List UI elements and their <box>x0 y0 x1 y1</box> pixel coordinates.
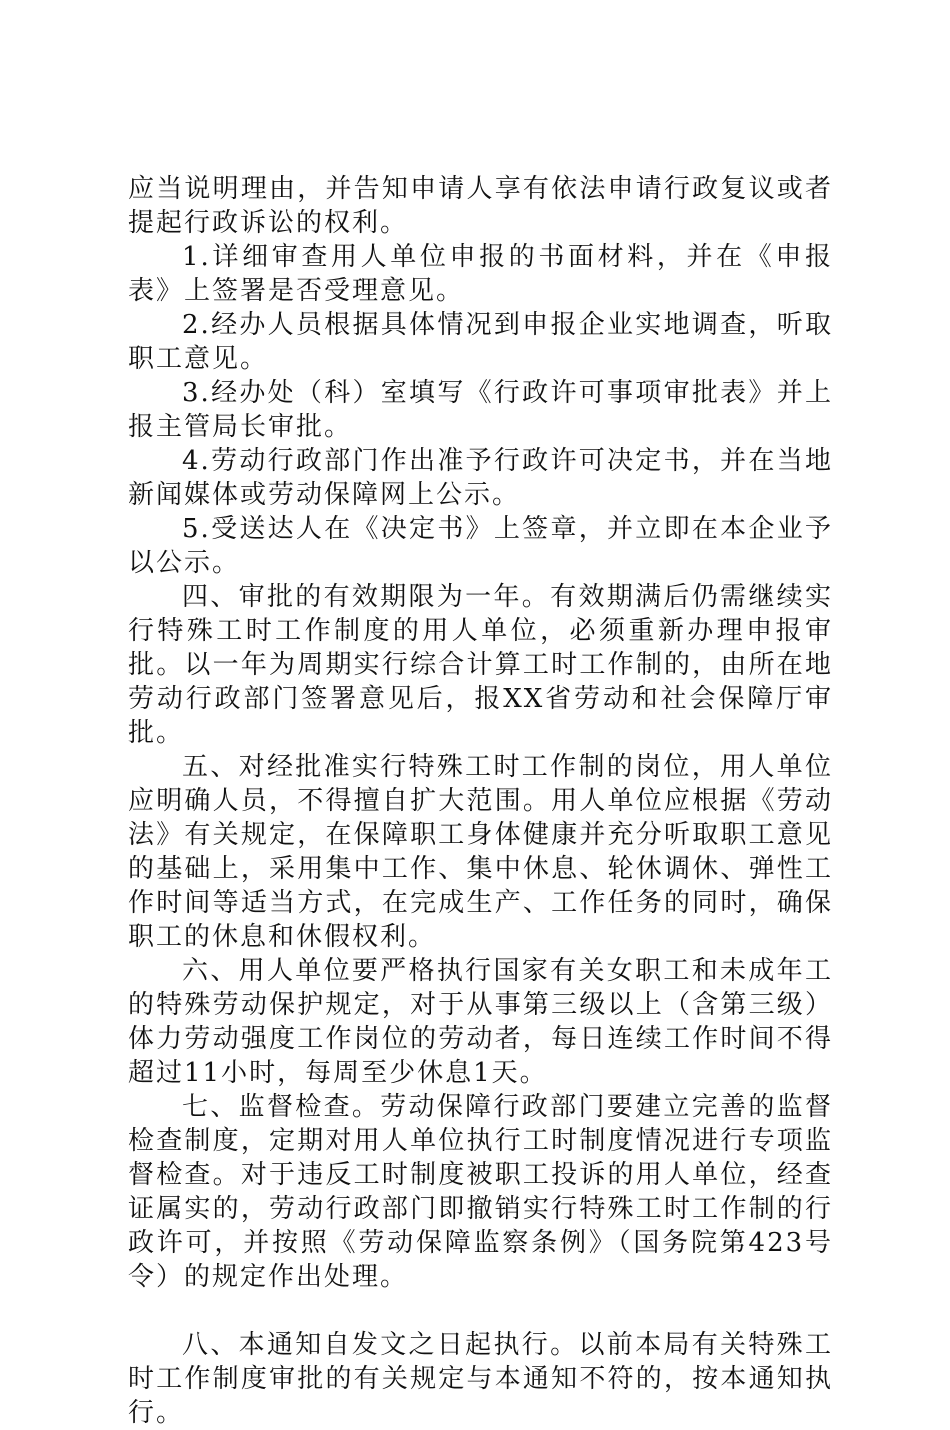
paragraph-step-5: 5.受送达人在《决定书》上签章，并立即在本企业予以公示。 <box>128 514 833 578</box>
paragraph-section-6: 六、用人单位要严格执行国家有关女职工和未成年工的特殊劳动保护规定，对于从事第三级以上（含第三级）体力劳动强度工作岗位的劳动者，每日连续工作时间不得超过11小时，每周至少休息1天。 <box>128 956 833 1088</box>
paragraph-section-4: 四、审批的有效期限为一年。有效期满后仍需继续实行特殊工时工作制度的用人单位，必须重新办理申报审批。以一年为周期实行综合计算工时工作制的，由所在地劳动行政部门签署意见后，报XX省劳动和社会保障厅审批。 <box>128 582 833 748</box>
paragraph-section-7: 七、监督检查。劳动保障行政部门要建立完善的监督检查制度，定期对用人单位执行工时制度情况进行专项监督检查。对于违反工时制度被职工投诉的用人单位，经查证属实的，劳动行政部门即撤销实行特殊工时工作制的行政许可，并按照《劳动保障监察条例》（国务院第423号令）的规定作出处理。 <box>128 1092 833 1292</box>
paragraph-step-3: 3.经办处（科）室填写《行政许可事项审批表》并上报主管局长审批。 <box>128 378 833 442</box>
paragraph-section-8: 八、本通知自发文之日起执行。以前本局有关特殊工时工作制度审批的有关规定与本通知不符的，按本通知执行。 <box>128 1330 833 1428</box>
paragraph-section-5: 五、对经批准实行特殊工时工作制的岗位，用人单位应明确人员，不得擅自扩大范围。用人单位应根据《劳动法》有关规定，在保障职工身体健康并充分听取职工意见的基础上，采用集中工作、集中休息、轮休调休、弹性工作时间等适当方式，在完成生产、工作任务的同时，确保职工的休息和休假权利。 <box>128 752 833 952</box>
document-body <box>128 172 833 1430</box>
paragraph-step-4: 4.劳动行政部门作出准予行政许可决定书，并在当地新闻媒体或劳动保障网上公示。 <box>128 446 833 510</box>
paragraph-step-2: 2.经办人员根据具体情况到申报企业实地调查，听取职工意见。 <box>128 310 833 374</box>
paragraph-step-1: 1.详细审查用人单位申报的书面材料，并在《申报表》上签署是否受理意见。 <box>128 242 833 306</box>
paragraph-reason: 应当说明理由，并告知申请人享有依法申请行政复议或者提起行政诉讼的权利。 <box>128 174 833 238</box>
